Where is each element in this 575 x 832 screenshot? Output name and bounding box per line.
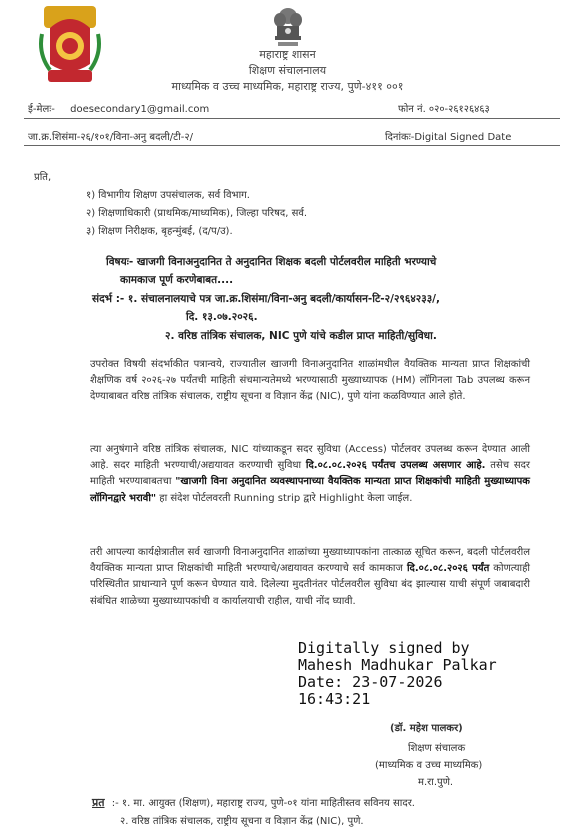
header-government: महाराष्ट्र शासन bbox=[259, 48, 316, 61]
signatory-title: शिक्षण संचालक bbox=[408, 743, 466, 754]
email-link[interactable]: doesecondary1@gmail.com bbox=[70, 104, 210, 115]
recipient-item: १) विभागीय शिक्षण उपसंचालक, सर्व विभाग. bbox=[86, 190, 250, 201]
header-divider bbox=[24, 118, 560, 119]
subject-line-2: कामकाज पूर्ण करणेबाबत.... bbox=[120, 274, 234, 286]
signature-line: Digitally signed by bbox=[298, 639, 470, 657]
header-directorate: शिक्षण संचालनालय bbox=[248, 64, 327, 77]
paragraph-2 bbox=[90, 442, 530, 507]
copy-to-row bbox=[92, 795, 415, 810]
reference-1: संदर्भ :- १. संचालनालयाचे पत्र जा.क्र.शिसंमा/विना-अनु बदली/कार्यासन-टि-२/२९६४२३३/, bbox=[92, 293, 440, 305]
paragraph-3-text: तरी आपल्या कार्यक्षेत्रातील सर्व खाजगी विनाअनुदानित शाळांच्या मुख्याध्यापकांना तात्काळ सूचित करून, बदली पोर्टलवरील वैयक्तिक मान्यता प्राप्त शिक्षकांची माहिती भरण्याचे/अद्ययावत करण्याचे सर्व कामकाज bbox=[90, 547, 530, 575]
recipient-item: २) शिक्षणाधिकारी (प्राथमिक/माध्यमिक), जिल्हा परिषद, सर्व. bbox=[86, 208, 308, 219]
signature-date: Date: 23-07-2026 bbox=[298, 673, 443, 691]
signature-name: Mahesh Madhukar Palkar bbox=[298, 656, 497, 674]
recipient-item: ३) शिक्षण निरीक्षक, बृहन्मुंबई, (द/प/उ). bbox=[86, 226, 233, 237]
signature-time: 16:43:21 bbox=[298, 690, 371, 708]
paragraph-2-text: त्या अनुषंगाने वरिष्ठ तांत्रिक संचालक, NIC यांच्याकडून सदर सुविधा (Access) पोर्टलवर उपलब्ध करून देण्यात आली आहे. सदर माहिती भरण्याची/अद्ययावत करण्याची सुविधा bbox=[90, 444, 530, 472]
signatory-place: म.रा.पुणे. bbox=[418, 777, 454, 788]
paragraph-2-text-2: तसेच सदर माहिती भरण्याबाबतचा bbox=[90, 460, 530, 488]
copy-item: :- १. मा. आयुक्त (शिक्षण), महाराष्ट्र राज्य, पुणे-०१ यांना माहितीस्तव सविनय सादर. bbox=[111, 798, 415, 809]
paragraph-3-text-2: कोणत्याही परिस्थितीत प्राधान्याने पूर्ण करून घेण्यात यावे. दिलेल्या मुदतीनंतर पोर्टलवरील सुविधा बंद झाल्यास याची संपूर्ण जबाबदारी संबंधित शाळेच्या मुख्याध्यापकांची व कार्यालयाची राहील, याची नोंद घ्यावी. bbox=[90, 563, 530, 607]
reference-divider bbox=[24, 145, 560, 146]
paragraph-2-deadline: दि.०८.०८.२०२६ पर्यंतच उपलब्ध असणार आहे. bbox=[305, 460, 486, 472]
digital-signature-block bbox=[298, 640, 497, 708]
email-label: ई-मेलः- bbox=[28, 104, 55, 115]
paragraph-2-text-3: हा संदेश पोर्टलवरती Running strip द्वारे Highlight केला जाईल. bbox=[156, 492, 413, 504]
paragraph-1-lead bbox=[90, 357, 530, 406]
phone-number: फोन नं. ०२०-२६१२६४६३ bbox=[398, 104, 490, 115]
copy-label: प्रत bbox=[92, 796, 105, 809]
reference-1-date: दि. १३.०७.२०२६. bbox=[186, 311, 258, 323]
paragraph-3-deadline: दि.०८.०८.२०२६ पर्यंत bbox=[406, 563, 490, 575]
paragraph-3 bbox=[90, 545, 530, 610]
letter-date: दिनांकः-Digital Signed Date bbox=[385, 132, 512, 143]
recipients-label: प्रति, bbox=[34, 172, 52, 183]
reference-number: जा.क्र.शिसंमा-२६/१०१/विना-अनु बदली/टी-२/ bbox=[28, 132, 193, 143]
paragraph-2-message: "खाजगी विना अनुदानित व्यवस्थापनाच्या वैयक्तिक मान्यता प्राप्त शिक्षकांची माहिती मुख्याध्यापक लॉगिनद्वारे भरावी" bbox=[90, 476, 530, 504]
email-row bbox=[28, 101, 209, 115]
signatory-name: (डॉ. महेश पालकर) bbox=[390, 723, 463, 734]
reference-2: २. वरिष्ठ तांत्रिक संचालक, NIC पुणे यांचे कडील प्राप्त माहिती/सुविधा. bbox=[165, 330, 437, 342]
subject-line: विषयः- खाजगी विनाअनुदानित ते अनुदानित शिक्षक बदली पोर्टलवरील माहिती भरण्याचे bbox=[106, 256, 437, 268]
national-emblem-icon bbox=[270, 6, 306, 50]
copy-item: २. वरिष्ठ तांत्रिक संचालक, राष्ट्रीय सूचना व विज्ञान केंद्र (NIC), पुणे. bbox=[120, 816, 364, 827]
paragraph-1-text: उपरोक्त विषयी संदर्भाकीत पत्रान्वये, राज्यातील खाजगी विनाअनुदानित शाळांमधील वैयक्तिक मान्यता प्राप्त शिक्षकांची शैक्षणिक वर्ष २०२६-२७ पर्यंतची माहिती संचमान्यतेमध्ये भरण्यासाठी मुख्याध्यापक (HM) लॉगिनला Tab उपलब्ध करून देण्याबाबत वरिष्ठ तांत्रिक संचालक, राष्ट्रीय सूचना व विज्ञान केंद्र (NIC), पुणे यांना कळविण्यात आले होते. bbox=[90, 359, 530, 403]
header-address: माध्यमिक व उच्च माध्यमिक, महाराष्ट्र राज्य, पुणे-४११ ००१ bbox=[171, 80, 404, 93]
signatory-department: (माध्यमिक व उच्च माध्यमिक) bbox=[375, 760, 483, 771]
